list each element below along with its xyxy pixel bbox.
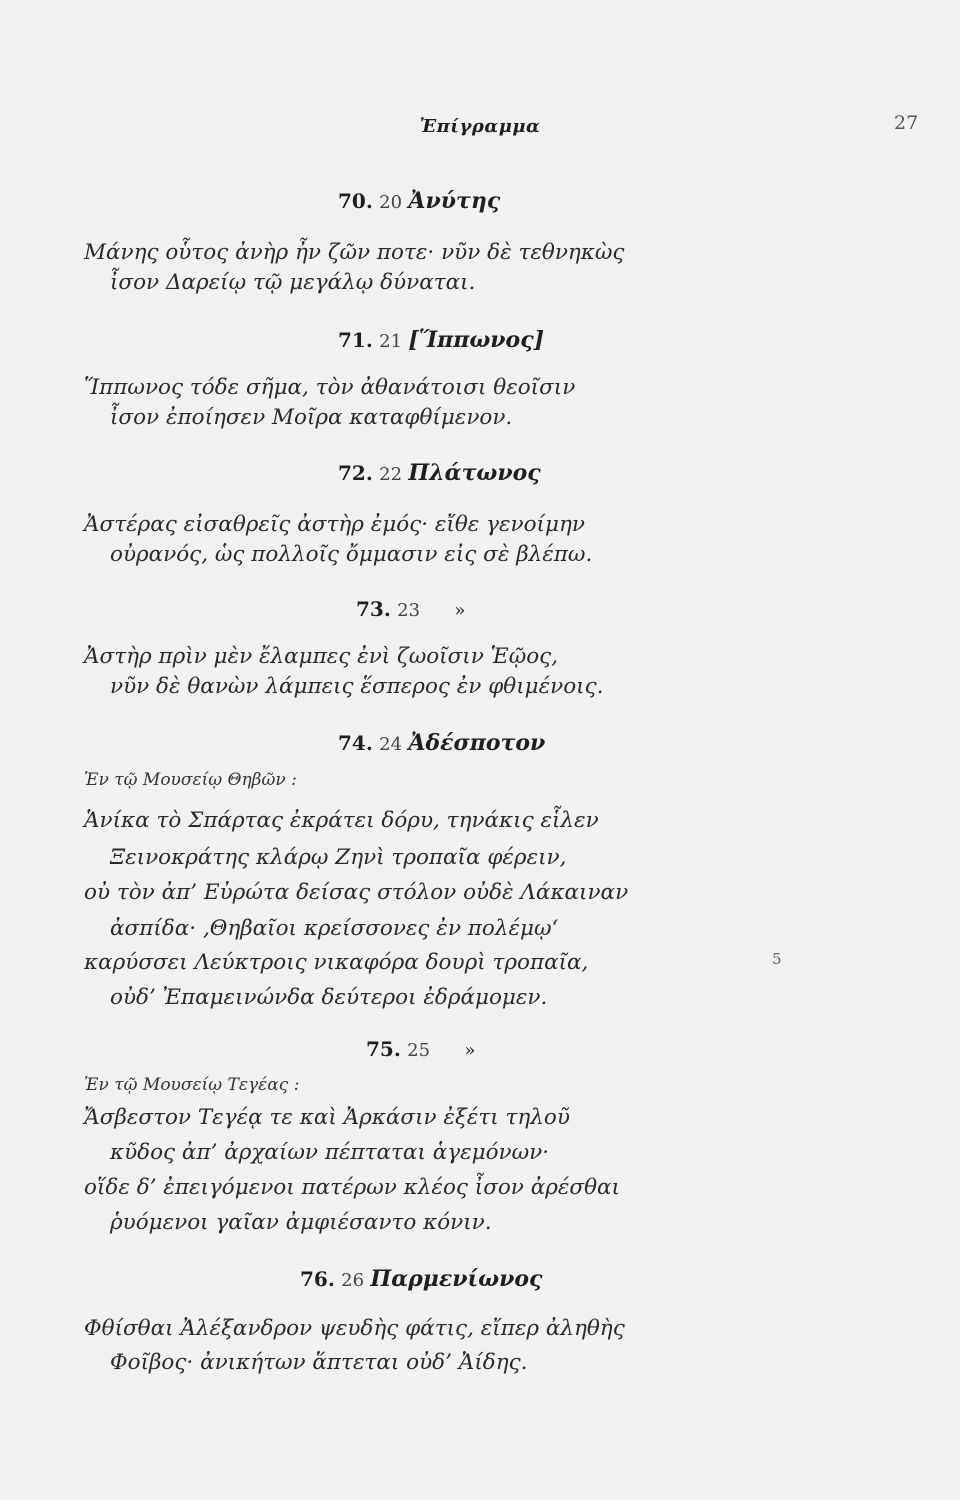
epigram-subnumber: 23 xyxy=(397,600,421,621)
epigram-number: 71. xyxy=(338,328,373,352)
epigram-heading xyxy=(356,597,465,621)
epigram-number: 74. xyxy=(338,731,373,755)
epigram-location-note: Ἐν τῷ Μουσείῳ Τεγέας : xyxy=(84,1075,300,1095)
verse-line: ῥυόμενοι γαῖαν ἀμφιέσαντο κόνιν. xyxy=(110,1210,492,1235)
epigram-heading xyxy=(366,1037,475,1061)
verse-line: Ξεινοκράτης κλάρῳ Ζηνὶ τροπαῖα φέρειν, xyxy=(110,845,567,870)
epigram-subnumber: 26 xyxy=(341,1270,365,1291)
epigram-number: 75. xyxy=(366,1037,401,1061)
epigram-subnumber: 20 xyxy=(379,192,403,213)
verse-line: Μάνης οὗτος ἀνὴρ ἦν ζῶν ποτε· νῦν δὲ τεθνηκὼς xyxy=(84,240,625,265)
verse-line: Ἄσβεστον Τεγέᾳ τε καὶ Ἀρκάσιν ἐξέτι τηλοῦ xyxy=(84,1105,570,1130)
verse-line: ἀσπίδα· ‚Θηβαῖοι κρείσσονες ἐν πολέμῳ‘ xyxy=(110,916,559,941)
verse-line: ἶσον ἐποίησεν Μοῖρα καταφθίμενον. xyxy=(110,405,513,430)
epigram-number: 72. xyxy=(338,461,373,485)
epigram-author: [Ἵππωνος] xyxy=(408,327,545,353)
ditto-mark: » xyxy=(464,1040,476,1061)
epigram-heading xyxy=(338,188,500,214)
epigram-subnumber: 21 xyxy=(379,331,403,352)
line-count-margin-number: 5 xyxy=(772,950,782,968)
ditto-mark: » xyxy=(454,600,466,621)
verse-line: οὐρανός, ὡς πολλοῖς ὄμμασιν εἰς σὲ βλέπω. xyxy=(110,542,593,567)
epigram-author: Ἀδέσποτον xyxy=(408,730,546,756)
epigram-heading xyxy=(338,327,544,353)
epigram-author: Ἀνύτης xyxy=(408,188,501,214)
verse-line: οὐ τὸν ἀπ’ Εὐρώτα δείσας στόλον οὐδὲ Λάκαιναν xyxy=(84,880,629,905)
verse-line: Ἵππωνος τόδε σῆμα, τὸν ἀθανάτοισι θεοῖσιν xyxy=(84,375,576,400)
epigram-subnumber: 22 xyxy=(379,464,403,485)
verse-line: καρύσσει Λεύκτροις νικαφόρα δουρὶ τροπαῖα, xyxy=(84,950,589,975)
epigram-location-note: Ἐν τῷ Μουσείῳ Θηβῶν : xyxy=(84,770,297,790)
verse-line: Ἀστέρας εἰσαθρεῖς ἀστὴρ ἐμός· εἴθε γενοίμην xyxy=(84,512,585,537)
verse-line: Ἀστὴρ πρὶν μὲν ἔλαμπες ἐνὶ ζωοῖσιν Ἑῷος, xyxy=(84,644,559,669)
epigram-subnumber: 25 xyxy=(407,1040,431,1061)
epigram-number: 73. xyxy=(356,597,391,621)
epigram-heading xyxy=(300,1266,542,1292)
verse-line: οἵδε δ’ ἐπειγόμενοι πατέρων κλέος ἶσον ἀρέσθαι xyxy=(84,1175,620,1200)
verse-line: Φοῖβος· ἀνικήτων ἅπτεται οὐδ’ Ἀίδης. xyxy=(110,1350,528,1375)
verse-line: κῦδος ἀπ’ ἀρχαίων πέπταται ἁγεμόνων· xyxy=(110,1140,550,1165)
verse-line: νῦν δὲ θανὼν λάμπεις ἕσπερος ἐν φθιμένοις. xyxy=(110,674,604,699)
epigram-heading xyxy=(338,730,545,756)
running-header-title: Ἐπίγραμμα xyxy=(419,116,541,137)
epigram-author: Παρμενίωνος xyxy=(370,1266,543,1292)
page-number: 27 xyxy=(894,112,919,134)
epigram-author: Πλάτωνος xyxy=(408,460,541,486)
epigram-number: 76. xyxy=(300,1267,335,1291)
verse-line: ἶσον Δαρείῳ τῷ μεγάλῳ δύναται. xyxy=(110,270,476,295)
epigram-subnumber: 24 xyxy=(379,734,403,755)
verse-line: οὐδ’ Ἐπαμεινώνδα δεύτεροι ἐδράμομεν. xyxy=(110,985,548,1010)
epigram-heading xyxy=(338,460,541,486)
verse-line: Ἁνίκα τὸ Σπάρτας ἐκράτει δόρυ, τηνάκις εἷλεν xyxy=(84,808,599,833)
epigram-number: 70. xyxy=(338,189,373,213)
verse-line: Φθίσθαι Ἀλέξανδρον ψευδὴς φάτις, εἴπερ ἀληθὴς xyxy=(84,1316,625,1341)
